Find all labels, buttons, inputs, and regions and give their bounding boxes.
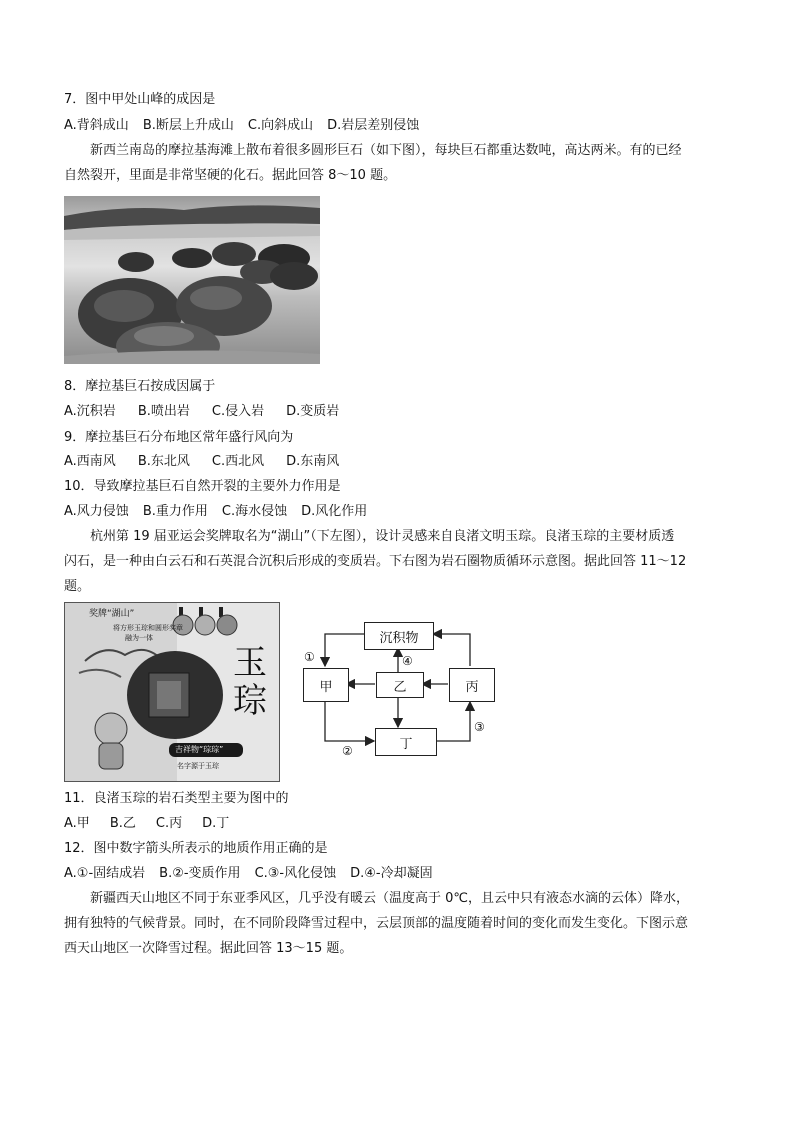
question-7-stem: 7．图中甲处山峰的成因是 [64, 92, 216, 107]
option-d: D.变质岩 [286, 404, 340, 419]
question-11-options [64, 815, 243, 833]
question-8-options [64, 403, 353, 421]
option-d: D.风化作用 [301, 504, 368, 519]
option-d: D.丁 [202, 816, 230, 831]
passage-jade-cong [64, 524, 732, 599]
passage-tianshan [64, 886, 732, 961]
rock-cycle-diagram [298, 610, 510, 770]
passage-line: 新疆西天山地区不同于东亚季风区，几乎没有暖云（温度高于 0℃，且云中只有液态水滴的云体）降水， [90, 891, 690, 906]
option-c: C.丙 [155, 816, 183, 831]
option-a: A.背斜成山 [64, 118, 129, 133]
question-7-options [64, 117, 433, 135]
option-b: B.喷出岩 [137, 404, 190, 419]
question-11-stem: 11．良渚玉琮的岩石类型主要为图中的 [64, 791, 289, 806]
arrow-label-3: ③ [474, 720, 485, 734]
arrow-label-4: ④ [402, 654, 413, 668]
arrow-label-2: ② [342, 744, 353, 758]
node-ding: 丁 [375, 728, 437, 756]
option-c: C.海水侵蚀 [221, 504, 288, 519]
node-yi: 乙 [376, 672, 424, 698]
question-12-options [64, 865, 447, 883]
node-sediment: 沉积物 [364, 622, 434, 650]
option-b: B.断层上升成山 [142, 118, 234, 133]
medal-poster-image [64, 602, 280, 782]
node-jia: 甲 [303, 668, 349, 702]
moeraki-boulders-photo [64, 196, 320, 364]
mascot-description: 名字源于玉琮 [177, 762, 219, 770]
medal-description: 将方形玉琮和圆形奖章 [113, 624, 183, 632]
mascot-label: 吉祥物“琮琮” [175, 745, 224, 754]
question-10-options [64, 503, 381, 521]
option-a: A.西南风 [64, 454, 116, 469]
option-c: C.向斜成山 [247, 118, 314, 133]
option-c: C.侵入岩 [211, 404, 265, 419]
option-b: B.东北风 [137, 454, 190, 469]
option-a: A.①-固结成岩 [64, 866, 146, 881]
passage-line: 拥有独特的气候背景。同时，在不同阶段降雪过程中，云层顶部的温度随着时间的变化而发生变化。下图示意 [64, 916, 689, 931]
passage-line: 西天山地区一次降雪过程。据此回答 13～15 题。 [64, 941, 353, 956]
arrow-label-1: ① [304, 650, 315, 664]
node-bing: 丙 [449, 668, 495, 702]
question-9-options [64, 453, 353, 471]
passage-line: 题。 [64, 579, 91, 594]
title-char-cong: 琮 [233, 681, 267, 721]
option-b: B.乙 [109, 816, 136, 831]
option-d: D.④-冷却凝固 [350, 866, 433, 881]
question-12-stem: 12．图中数字箭头所表示的地质作用正确的是 [64, 841, 328, 856]
passage-line: 杭州第 19 届亚运会奖牌取名为“湖山”（下左图），设计灵感来自良渚文明玉琮。良渚玉琮的主要材质透 [90, 529, 675, 544]
option-d: D.岩层差别侵蚀 [327, 118, 420, 133]
medal-description: 融为一体 [125, 634, 153, 642]
passage-line: 自然裂开，里面是非常坚硬的化石。据此回答 8～10 题。 [64, 168, 397, 183]
title-char-yu: 玉 [233, 643, 267, 683]
question-9-stem: 9．摩拉基巨石分布地区常年盛行风向为 [64, 430, 294, 445]
question-8-stem: 8．摩拉基巨石按成因属于 [64, 379, 216, 394]
option-b: B.重力作用 [142, 504, 208, 519]
passage-moeraki [64, 138, 732, 188]
option-b: B.②-变质作用 [159, 866, 241, 881]
option-c: C.③-风化侵蚀 [254, 866, 337, 881]
option-a: A.甲 [64, 816, 90, 831]
passage-line: 新西兰南岛的摩拉基海滩上散布着很多圆形巨石（如下图），每块巨石都重达数吨，高达两米。有的已经 [90, 143, 682, 158]
question-10-stem: 10．导致摩拉基巨石自然开裂的主要外力作用是 [64, 479, 341, 494]
option-d: D.东南风 [286, 454, 340, 469]
medal-label: 奖牌“湖山” [89, 609, 135, 619]
option-a: A.风力侵蚀 [64, 504, 129, 519]
option-a: A.沉积岩 [64, 404, 116, 419]
passage-line: 闪石，是一种由白云石和石英混合沉积后形成的变质岩。下右图为岩石圈物质循环示意图。据此回答 11～12 [64, 554, 687, 569]
option-c: C.西北风 [211, 454, 265, 469]
